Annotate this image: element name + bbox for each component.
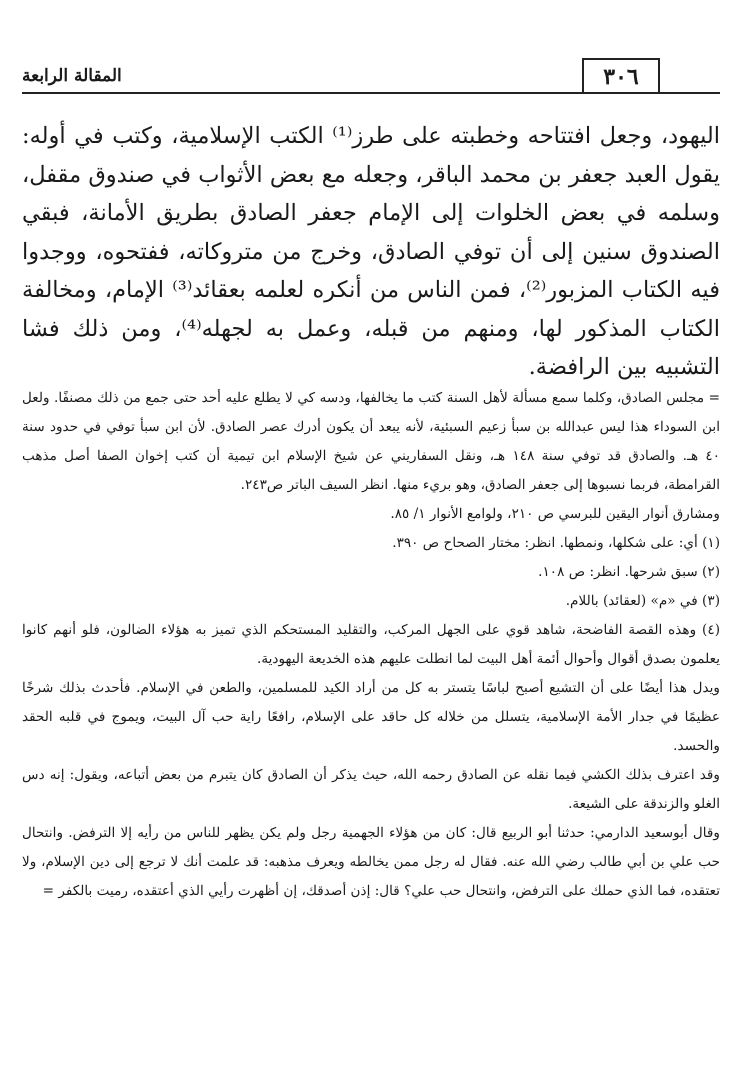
footnote-paragraph: وقال أبوسعيد الدارمي: حدثنا أبو الربيع قال: كان من هؤلاء الجهمية رجل ولم يكن يظهر للناس من رأيه إلا الترفض. وانتحال حب علي بن أبي طالب رضي الله عنه. فقال له رجل ممن يخالطه ويعرف مذهبه: قد علمت أنك لا ترجع إلى دين الإسلام، ولا تعتقده، فما الذي حملك على الترفض، وانتحال حب علي؟ قال: إذن أصدقك، إن أظهرت رأيي الذي أعتقده، رميت بالكفر = bbox=[22, 825, 720, 899]
running-title: المقالة الرابعة bbox=[22, 66, 122, 86]
header-rule bbox=[22, 92, 720, 94]
main-text bbox=[22, 117, 720, 387]
footnote-2: (٢) سبق شرحها. انظر: ص ١٠٨. bbox=[538, 564, 720, 580]
footnote-4: (٤) وهذه القصة الفاضحة، شاهد قوي على الجهل المركب، والتقليد المستحكم الذي تميز به هؤلاء الضالون، فلو أنهم كانوا يعلمون بصدق أقوال وأحوال أئمة أهل البيت لما انطلت عليهم هذه الخديعة اليهودية. bbox=[22, 622, 720, 667]
footnote-source-line: ومشارق أنوار اليقين للبرسي ص ٢١٠، ولوامع الأنوار ١/ ٨٥. bbox=[390, 506, 720, 522]
footnote-3: (٣) في «م» (لعقائد) باللام. bbox=[565, 593, 720, 609]
page-number: ٣٠٦ bbox=[582, 58, 660, 94]
footnote-paragraph: وقد اعترف بذلك الكشي فيما نقله عن الصادق رحمه الله، حيث يذكر أن الصادق كان يتبرم من بعض أتباعه، ويقول: إنه دس الغلو والزندقة على الشيعة. bbox=[22, 767, 720, 812]
footnote-1: (١) أي: على شكلها، ونمطها. انظر: مختار الصحاح ص ٣٩٠. bbox=[392, 535, 720, 551]
footnote-continuation: = مجلس الصادق، وكلما سمع مسألة لأهل السنة كتب ما يخالفها، ودسه كي لا يطلع عليه أحد حتى جمع من ذلك مصنفًا. ولعل ابن السوداء هذا ليس عبدالله بن سبأ زعيم السبئية، لأنه يبعد أن يكون أدرك عصر الصادق. لأن ابن سبأ توفي في حدود سنة ٤٠ هـ. والصادق قد توفي سنة ١٤٨ هـ، ونقل السفاريني عن شيخ الإسلام ابن تيمية أن كتب إخوان الصفا أصل مذهب القرامطة، فربما نسبوها إلى جعفر الصادق، وهو بريء منها. انظر السيف الباتر ص٢٤٣. bbox=[22, 390, 721, 493]
footnotes bbox=[22, 384, 720, 906]
footnote-paragraph: ويدل هذا أيضًا على أن التشيع أصبح لباسًا يتستر به كل من أراد الكيد للمسلمين، والطعن في الإسلام. فأحدث بذلك شرخًا عظيمًا في جدار الأمة الإسلامية، يتسلل من خلاله كل حاقد على الإسلام، رافعًا راية حب آل البيت، ويموج في قلبه الحقد والحسد. bbox=[22, 680, 720, 754]
main-paragraph: اليهود، وجعل افتتاحه وخطبته على طرز⁽¹⁾ الكتب الإسلامية، وكتب في أوله: يقول العبد جعفر بن محمد الباقر، وجعله مع بعض الأثواب في صندوق مقفل، وسلمه في بعض الخلوات إلى الإمام جعفر الصادق بطريق الأمانة، فبقي الصندوق سنين إلى أن توفي الصادق، وخرج من متروكاته، ففتحوه، ووجدوا فيه الكتاب المزبور⁽²⁾، فمن الناس من أنكره لعلمه بعقائد⁽³⁾ الإمام، ومخالفة الكتاب المذكور لها، ومنهم من قبله، وعمل به لجهله⁽⁴⁾، ومن ذلك فشا التشبيه بين الرافضة. bbox=[22, 123, 720, 380]
page-header bbox=[22, 58, 720, 98]
